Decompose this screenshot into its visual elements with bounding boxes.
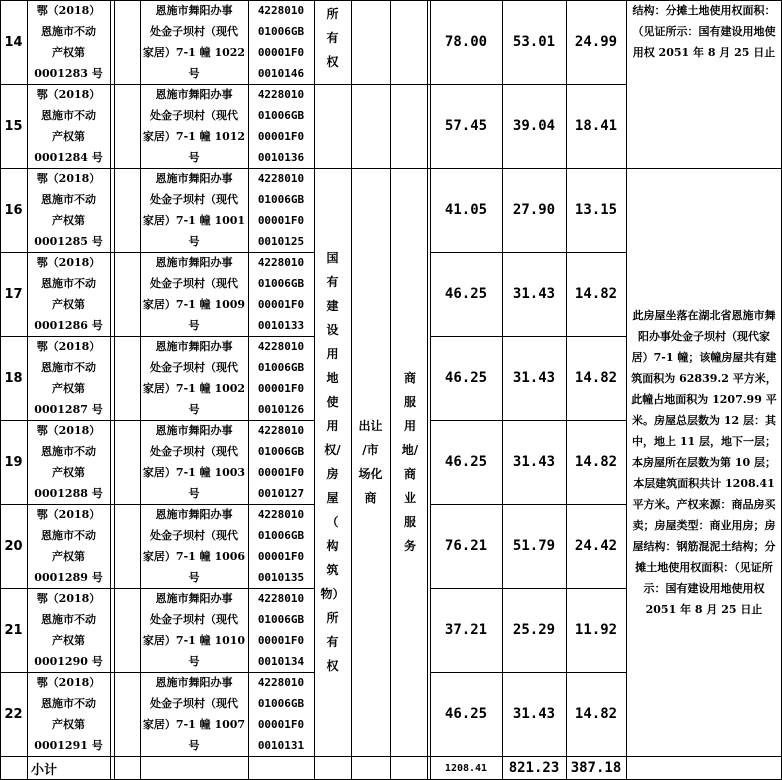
note-top: 结构：分摊土地使用权面积：（见证所示：国有建设用地使用权 2051 年 8 月 25 日止 — [632, 4, 776, 59]
grid-line — [314, 168, 430, 169]
row-number: 22 — [4, 706, 23, 722]
area-total: 41.05 — [444, 202, 488, 218]
grid-line — [0, 0, 782, 1]
grid-line — [314, 0, 315, 780]
area-a: 31.43 — [512, 286, 556, 302]
row-number: 16 — [4, 202, 23, 218]
grid-line — [502, 0, 503, 780]
area-total: 37.21 — [444, 622, 488, 638]
rights-type-main: 国 有 建 设 用 地 使 用 权/ 房 屋 （ 构 筑 物） 所 有 权 — [320, 251, 345, 673]
property-location: 恩施市舞阳办事 处金子坝村（现代 家居）7-1 幢 1006 号 — [142, 508, 246, 584]
area-a: 51.79 — [512, 538, 556, 554]
property-location: 恩施市舞阳办事 处金子坝村（现代 家居）7-1 幢 1022 号 — [142, 4, 246, 80]
grid-line — [390, 0, 391, 780]
land-use: 商 服 用 地/ 商 业 服 务 — [401, 371, 419, 553]
area-b: 14.82 — [574, 706, 618, 722]
grid-line — [430, 0, 431, 780]
property-location: 恩施市舞阳办事 处金子坝村（现代 家居）7-1 幢 1002 号 — [142, 340, 246, 416]
grid-line — [0, 168, 314, 169]
grid-line — [0, 0, 1, 780]
unit-number: 4228010 01006GB 00001F0 0010127 — [257, 424, 305, 500]
row-number: 14 — [4, 34, 23, 50]
unit-number: 4228010 01006GB 00001F0 0010125 — [257, 172, 305, 248]
property-location: 恩施市舞阳办事 处金子坝村（现代 家居）7-1 幢 1007 号 — [142, 676, 246, 752]
unit-number: 4228010 01006GB 00001F0 0010131 — [257, 676, 305, 752]
property-location: 恩施市舞阳办事 处金子坝村（现代 家居）7-1 幢 1012 号 — [142, 88, 246, 164]
property-location: 恩施市舞阳办事 处金子坝村（现代 家居）7-1 幢 1009 号 — [142, 256, 246, 332]
certificate-number: 鄂（2018） 恩施市不动 产权第 0001289 号 — [34, 508, 103, 584]
unit-number: 4228010 01006GB 00001F0 0010146 — [257, 4, 305, 80]
area-b: 24.99 — [574, 34, 618, 50]
area-a: 53.01 — [512, 34, 556, 50]
area-b: 24.42 — [574, 538, 618, 554]
grid-line — [248, 0, 249, 780]
area-total: 46.25 — [444, 370, 488, 386]
area-b: 11.92 — [574, 622, 618, 638]
area-a: 39.04 — [512, 118, 556, 134]
grid-line — [351, 0, 352, 780]
area-a: 31.43 — [512, 370, 556, 386]
grid-line — [110, 0, 111, 780]
property-location: 恩施市舞阳办事 处金子坝村（现代 家居）7-1 幢 1003 号 — [142, 424, 246, 500]
unit-number: 4228010 01006GB 00001F0 0010135 — [257, 508, 305, 584]
grid-line — [430, 168, 626, 169]
subtotal-area-b: 387.18 — [570, 760, 622, 776]
area-total: 76.21 — [444, 538, 488, 554]
area-a: 31.43 — [512, 706, 556, 722]
grid-line — [427, 0, 428, 780]
grid-line — [0, 252, 314, 253]
certificate-number: 鄂（2018） 恩施市不动 产权第 0001286 号 — [34, 256, 103, 332]
area-b: 13.15 — [574, 202, 618, 218]
certificate-number: 鄂（2018） 恩施市不动 产权第 0001287 号 — [34, 340, 103, 416]
grid-line — [430, 504, 626, 505]
grid-line — [430, 252, 626, 253]
property-location: 恩施市舞阳办事 处金子坝村（现代 家居）7-1 幢 1001 号 — [142, 172, 246, 248]
area-b: 14.82 — [574, 454, 618, 470]
grid-line — [430, 336, 626, 337]
area-b: 18.41 — [574, 118, 618, 134]
grid-line — [114, 0, 115, 780]
area-a: 27.90 — [512, 202, 556, 218]
rights-type-top: 所 有 权 — [326, 7, 339, 69]
grid-line — [430, 588, 626, 589]
row-number: 21 — [4, 622, 23, 638]
subtotal-area-a: 821.23 — [508, 760, 560, 776]
grid-line — [0, 84, 314, 85]
area-a: 31.43 — [512, 454, 556, 470]
grid-line — [430, 420, 626, 421]
area-total: 46.25 — [444, 286, 488, 302]
row-number: 15 — [4, 118, 23, 134]
area-total: 57.45 — [444, 118, 488, 134]
area-total: 78.00 — [444, 34, 488, 50]
unit-number: 4228010 01006GB 00001F0 0010126 — [257, 340, 305, 416]
note-main: 此房屋坐落在湖北省恩施市舞阳办事处金子坝村（现代家居）7-1 幢；该幢房屋共有建筑面积为 62839.2 平方米，此幢占地面积为 1207.99 平米。房屋总层数为 12 层：其中，地上 11 层，地下一层；本房屋所在层数为第 10 层；本层建筑面积共计 1208.41 平方米。产权来源：商品房买卖；房屋类型：商业用房；房屋结构：钢筋混泥土结构；分摊土地使用权面积：（见证所示：国有建设用地使用权 2051 年 8 月 25 日止 — [631, 308, 777, 616]
unit-number: 4228010 01006GB 00001F0 0010134 — [257, 592, 305, 668]
row-number: 19 — [4, 454, 23, 470]
grid-line — [430, 84, 626, 85]
certificate-number: 鄂（2018） 恩施市不动 产权第 0001288 号 — [34, 424, 103, 500]
grid-line — [430, 672, 626, 673]
grid-line — [566, 0, 567, 780]
grid-line — [0, 336, 314, 337]
grid-line — [0, 588, 314, 589]
row-number: 18 — [4, 370, 23, 386]
acquire-method: 出让 /市 场化 商 — [358, 419, 383, 505]
unit-number: 4228010 01006GB 00001F0 0010136 — [257, 88, 305, 164]
subtotal-area-total: 1208.41 — [444, 762, 488, 774]
grid-line — [27, 0, 28, 780]
property-location: 恩施市舞阳办事 处金子坝村（现代 家居）7-1 幢 1010 号 — [142, 592, 246, 668]
certificate-number: 鄂（2018） 恩施市不动 产权第 0001283 号 — [34, 4, 103, 80]
unit-number: 4228010 01006GB 00001F0 0010133 — [257, 256, 305, 332]
row-number: 20 — [4, 538, 23, 554]
certificate-number: 鄂（2018） 恩施市不动 产权第 0001284 号 — [34, 88, 103, 164]
certificate-number: 鄂（2018） 恩施市不动 产权第 0001285 号 — [34, 172, 103, 248]
subtotal-label: 小计 — [31, 762, 58, 778]
grid-line — [0, 672, 314, 673]
area-total: 46.25 — [444, 454, 488, 470]
grid-line — [626, 0, 627, 780]
area-a: 25.29 — [512, 622, 556, 638]
area-b: 14.82 — [574, 370, 618, 386]
grid-line — [314, 84, 430, 85]
grid-line — [626, 168, 782, 169]
area-total: 46.25 — [444, 706, 488, 722]
grid-line — [0, 756, 314, 757]
area-b: 14.82 — [574, 286, 618, 302]
certificate-number: 鄂（2018） 恩施市不动 产权第 0001291 号 — [34, 676, 103, 752]
row-number: 17 — [4, 286, 23, 302]
certificate-number: 鄂（2018） 恩施市不动 产权第 0001290 号 — [34, 592, 103, 668]
grid-line — [314, 756, 782, 757]
grid-line — [0, 504, 314, 505]
grid-line — [140, 0, 141, 780]
grid-line — [0, 420, 314, 421]
